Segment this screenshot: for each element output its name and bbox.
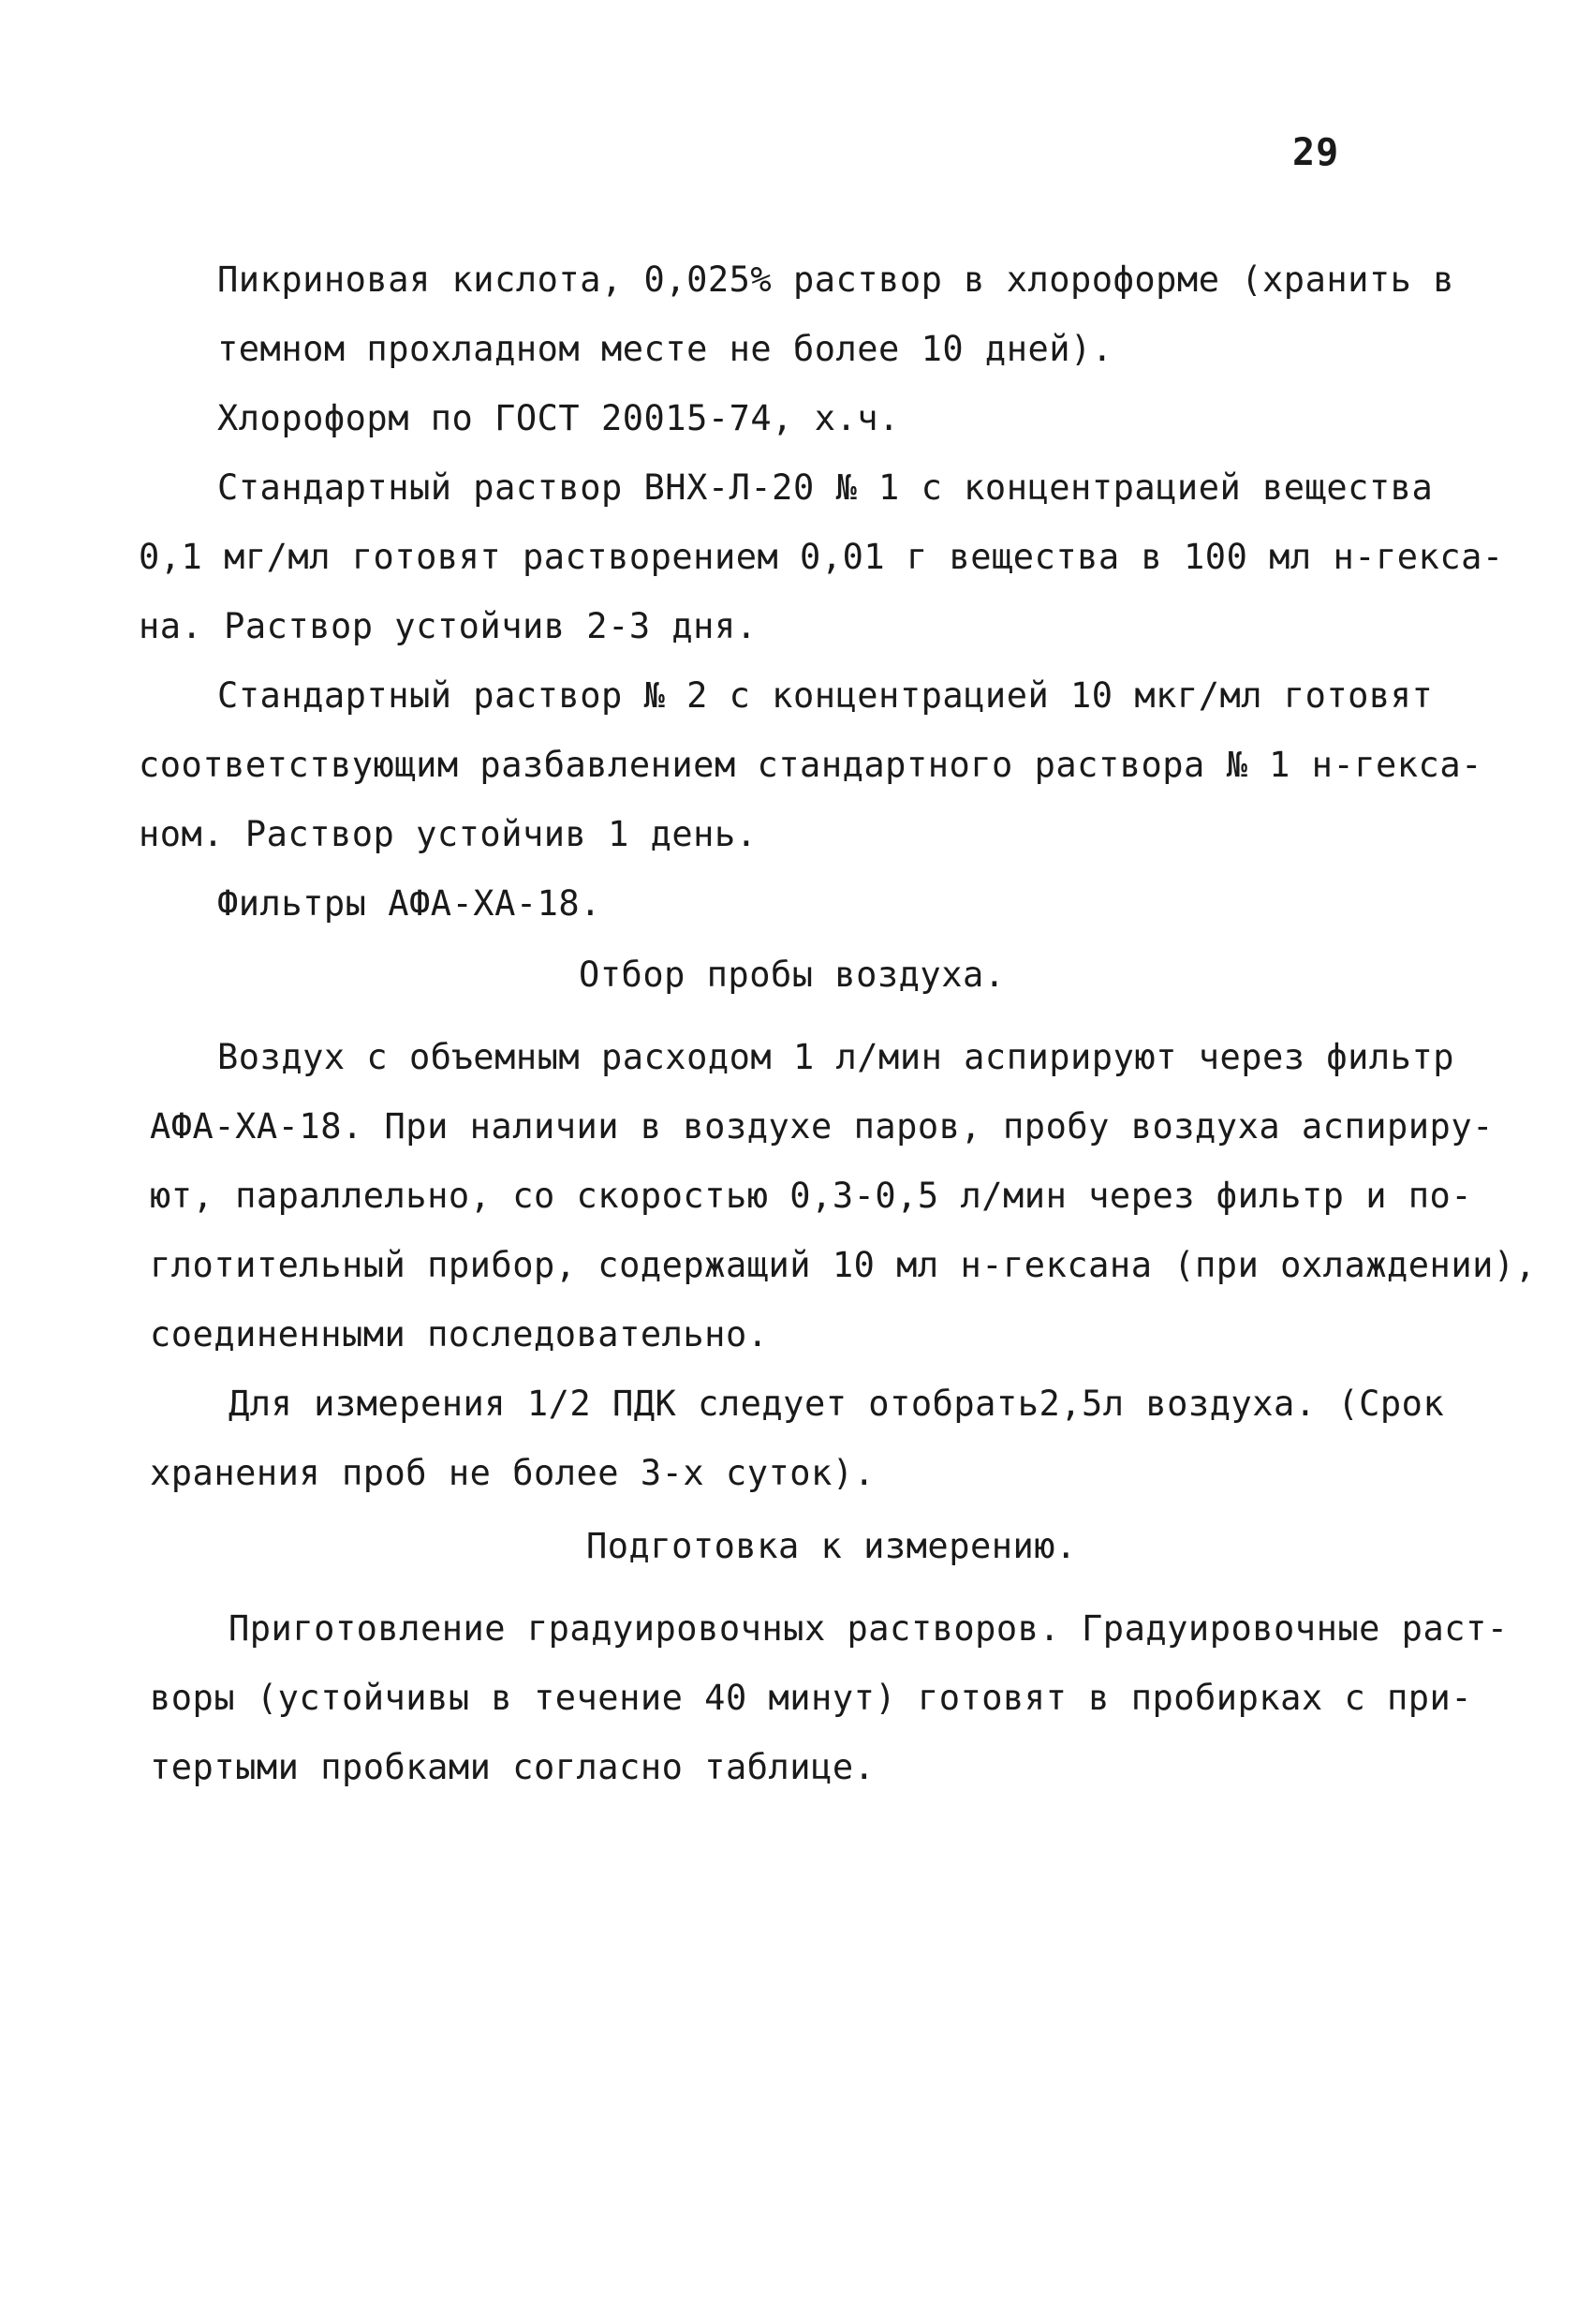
text-line: Для измерения 1/2 ПДК следует отобрать2,5л воздуха. (Срок xyxy=(228,1384,1445,1424)
text-line: темном прохладном месте не более 10 дней). xyxy=(217,329,1113,369)
text-line: глотительный прибор, содержащий 10 мл н-гексана (при охлаждении), xyxy=(150,1245,1537,1285)
text-line: ном. Раствор устойчив 1 день. xyxy=(139,814,758,854)
text-line: соответствующим разбавлением стандартного раствора № 1 н-гекса- xyxy=(139,745,1482,785)
text-line: Стандартный раствор № 2 с концентрацией 10 мкг/мл готовят xyxy=(217,675,1434,716)
text-line: Стандартный раствор ВНХ-Л-20 № 1 с концентрацией вещества xyxy=(217,467,1434,508)
page-number: 29 xyxy=(1292,131,1340,174)
text-line: Фильтры АФА-ХА-18. xyxy=(217,883,601,924)
text-line: воры (устойчивы в течение 40 минут) готовят в пробирках с при- xyxy=(150,1678,1473,1718)
section-heading: Отбор пробы воздуха. xyxy=(579,955,1006,995)
text-line: ют, параллельно, со скоростью 0,3-0,5 л/мин через фильтр и по- xyxy=(150,1176,1473,1216)
section-heading: Подготовка к измерению. xyxy=(586,1526,1077,1566)
text-line: на. Раствор устойчив 2-3 дня. xyxy=(139,606,758,646)
text-line: тертыми пробками согласно таблице. xyxy=(150,1747,876,1787)
text-line: Пикриновая кислота, 0,025% раствор в хлороформе (хранить в xyxy=(217,259,1455,300)
text-line: хранения проб не более 3-х суток). xyxy=(150,1453,876,1493)
text-line: Приготовление градуировочных растворов. Градуировочные раст- xyxy=(228,1608,1509,1649)
text-line: Хлороформ по ГОСТ 20015-74, х.ч. xyxy=(217,398,900,438)
text-line: АФА-ХА-18. При наличии в воздухе паров, пробу воздуха аспириру- xyxy=(150,1106,1494,1147)
text-line: соединенными последовательно. xyxy=(150,1314,769,1354)
text-line: Воздух с объемным расходом 1 л/мин аспирируют через фильтр xyxy=(217,1037,1455,1077)
text-line: 0,1 мг/мл готовят растворением 0,01 г вещества в 100 мл н-гекса- xyxy=(139,537,1504,577)
